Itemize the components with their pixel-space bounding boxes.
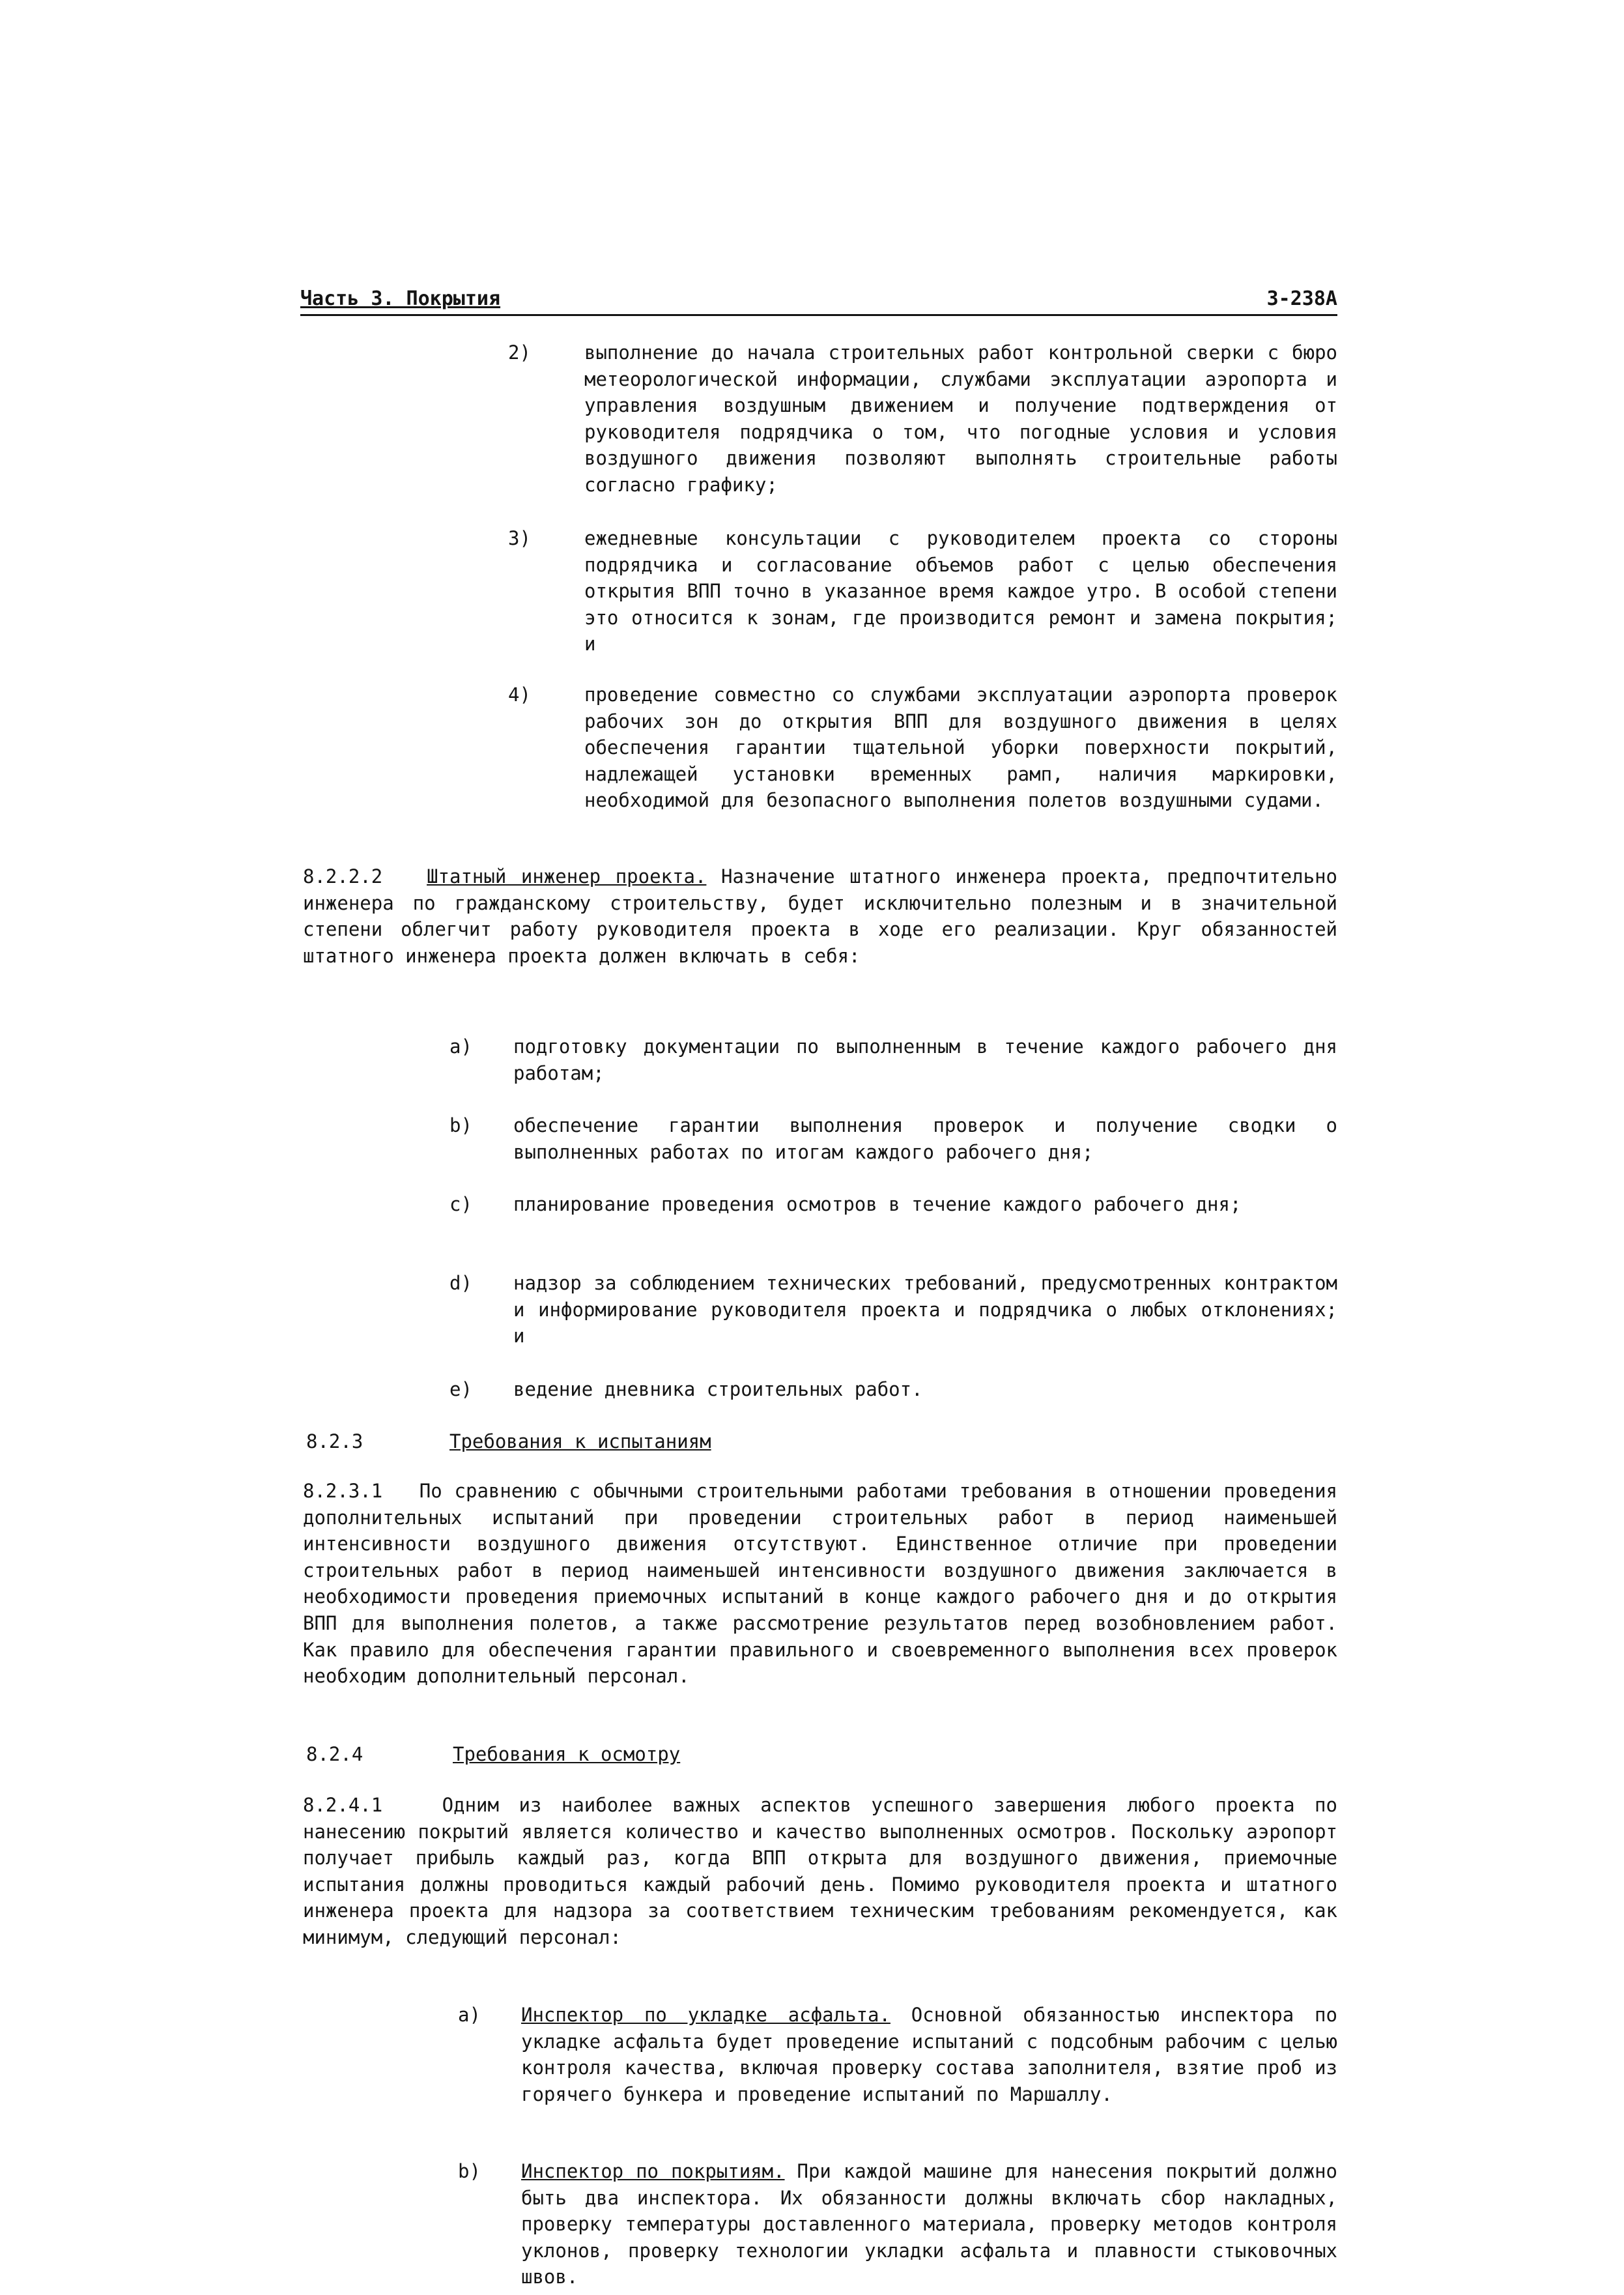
paragraph-body: Назначение штатного инженера проекта, предпочтительно инженера по гражданскому строительству, будет исключительно полезным и в значительной степени облегчит работу руководителя проекта в ходе его реализации. Круг обязанностей штатного инженера проекта должен включать в себя: xyxy=(303,865,1337,967)
list-marker: 2) xyxy=(508,341,531,364)
paragraph-text xyxy=(303,1792,1337,1951)
section-number: 8.2.3 xyxy=(306,1430,363,1452)
list-item-text: проведение совместно со службами эксплуатации аэропорта проверок рабочих зон до открытия ВПП для воздушного движения в целях обеспечения гарантии тщательной уборки поверхности покрытий, надлежащей установки временных рамп, наличия маркировки, необходимой для безопасного выполнения полетов воздушными судами. xyxy=(584,684,1337,812)
header-part-title: Часть 3. Покрытия xyxy=(300,287,501,310)
list-marker: 4) xyxy=(508,684,531,706)
list-item-text: ежедневные консультации с руководителем проекта со стороны подрядчика и согласование объемов работ с целью обеспечения открытия ВПП точно в указанное время каждое утро. В особой степени это относится к зонам, где производится ремонт и замена покрытия; и xyxy=(584,527,1337,656)
list-item-text: надзор за соблюдением технических требований, предусмотренных контрактом и информирование руководителя проекта и подрядчика о любых отклонениях; и xyxy=(513,1272,1337,1348)
paragraph-body: Одним из наиболее важных аспектов успешного завершения любого проекта по нанесению покрытий является количество и качество выполненных осмотров. Поскольку аэропорт получает прибыль каждый раз, когда ВПП открыта для воздушного движения, приемочные испытания должны проводиться каждый рабочий день. Помимо руководителя проекта и штатного инженера проекта для надзора за соответствием техническим требованиям рекомендуется, как минимум, следующий персонал: xyxy=(303,1794,1337,1948)
section-heading: Требования к осмотру xyxy=(453,1743,681,1765)
list-item-body: Основной обязанностью инспектора по укладке асфальта будет проведение испытаний с подсобным рабочим с целью контроля качества, включая проверку состава заполнителя, взятие проб из горячего бункера и проведение испытаний по Маршаллу. xyxy=(521,2004,1337,2105)
paragraph-body: По сравнению с обычными строительными работами требования в отношении проведения дополнительных испытаний при проведении строительных работ в период наименьшей интенсивности воздушного движения отсутствуют. Единственное отличие при проведении строительных работ в период наименьшей интенсивности воздушного движения заключается в необходимости проведения приемочных испытаний в конце каждого рабочего дня и до открытия ВПП для выполнения полетов, а также рассмотрение результатов перед возобновлением работ. Как правило для обеспечения гарантии правильного и своевременного выполнения всех проверок необходим дополнительный персонал. xyxy=(303,1480,1337,1688)
section-number: 8.2.4 xyxy=(306,1743,363,1765)
list-item-text: ведение дневника строительных работ. xyxy=(513,1378,923,1400)
paragraph-number: 8.2.2.2 xyxy=(303,865,383,888)
list-item-text: обеспечение гарантии выполнения проверок и получение сводки о выполненных работах по итогам каждого рабочего дня; xyxy=(513,1114,1337,1163)
paragraph-8-2-4-1 xyxy=(303,1792,1337,1951)
list-item-text: подготовку документации по выполненным в течение каждого рабочего дня работам; xyxy=(513,1035,1337,1084)
paragraph-number: 8.2.3.1 xyxy=(303,1480,383,1502)
paragraph-text xyxy=(303,863,1337,969)
list-item-text xyxy=(521,2002,1337,2107)
page-header xyxy=(300,287,1337,316)
list-item-text: планирование проведения осмотров в течение каждого рабочего дня; xyxy=(513,1193,1242,1215)
list-marker: e) xyxy=(449,1378,472,1400)
list-marker: d) xyxy=(449,1272,472,1294)
list-marker: b) xyxy=(449,1114,472,1136)
paragraph-text xyxy=(303,1478,1337,1690)
list-item-text xyxy=(521,2158,1337,2290)
list-marker: a) xyxy=(449,1035,472,1058)
list-item-text: выполнение до начала строительных работ контрольной сверки с бюро метеорологической информации, службами эксплуатации аэропорта и управления воздушным движением и получение подтверждения от руководителя подрядчика о том, что погодные условия и условия воздушного движения позволяют выполнять строительные работы согласно графику; xyxy=(584,341,1337,496)
paragraph-number: 8.2.4.1 xyxy=(303,1794,383,1816)
section-heading: Требования к испытаниям xyxy=(449,1430,711,1452)
list-item-body: При каждой машине для нанесения покрытий должно быть два инспектора. Их обязанности должны включать сбор накладных, проверку температуры доставленного материала, проверку методов контроля уклонов, проверку технологии укладки асфальта и плавности стыковочных швов. xyxy=(521,2160,1337,2288)
paragraph-8-2-2-2 xyxy=(303,863,1337,969)
list-marker: 3) xyxy=(508,527,531,549)
list-marker: c) xyxy=(449,1193,472,1215)
list-marker: a) xyxy=(458,2004,481,2026)
list-item-title: Инспектор по покрытиям. xyxy=(521,2160,785,2182)
paragraph-8-2-3-1 xyxy=(303,1478,1337,1690)
list-marker: b) xyxy=(458,2160,481,2182)
header-page-number: 3-238A xyxy=(1266,287,1337,310)
paragraph-title: Штатный инженер проекта. xyxy=(427,865,707,888)
list-item-title: Инспектор по укладке асфальта. xyxy=(521,2004,890,2026)
